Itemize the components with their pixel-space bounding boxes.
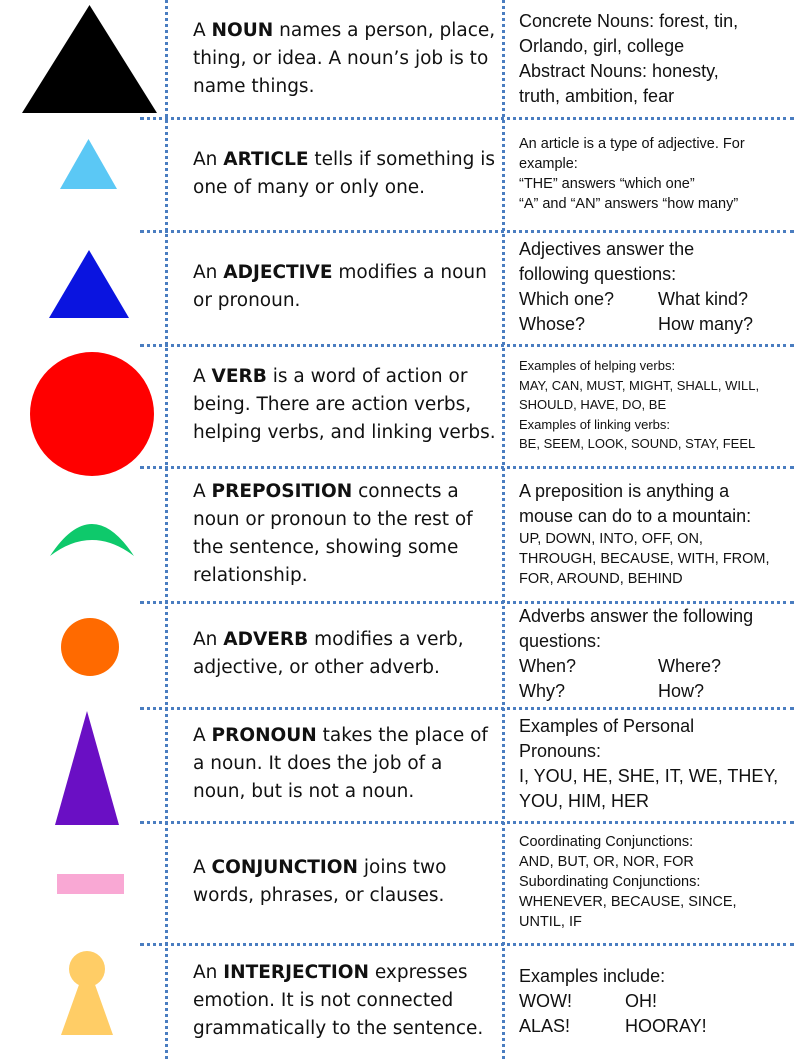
interjection-description: An INTERJECTION expresses emotion. It is not connected grammatically to the sentence. (193, 962, 484, 1039)
interjection-row (0, 943, 794, 1059)
noun-description: A NOUN names a person, place, thing, or idea. A noun’s job is to name things. (193, 19, 496, 97)
verb-description: A VERB is a word of action or being. There are action verbs, helping verbs, and linking verbs. (193, 366, 496, 443)
light-blue-triangle-icon (60, 139, 117, 189)
preposition-description: A PREPOSITION connects a noun or pronoun to the rest of the sentence, showing some relationship. (193, 480, 473, 586)
adverb-description: An ADVERB modifies a verb, adjective, or other adverb. (193, 629, 464, 678)
yellow-keyhole-icon (61, 951, 113, 1035)
orange-circle-icon (61, 618, 119, 676)
pronoun-description: A PRONOUN takes the place of a noun. It does the job of a noun, but is not a noun. (193, 725, 488, 802)
adjective-examples: Adjectives answer the following questions: Which one? What kind? Whose? How many? (519, 239, 754, 334)
blue-triangle-icon (49, 250, 129, 318)
black-triangle-icon (22, 5, 157, 113)
article-term: ARTICLE (223, 148, 309, 170)
interjection-examples: Examples include: WOW! OH! ALAS! HOORAY! (519, 965, 707, 1036)
verb-examples: Examples of helping verbs: MAY, CAN, MUST, MIGHT, SHALL, WILL, SHOULD, HAVE, DO, BE Examples of linking verbs: BE, SEEM, LOOK, SOUND, STAY, FEEL (519, 358, 760, 452)
adverb-examples: Adverbs answer the following questions: When? Where? Why? How? (519, 606, 754, 701)
adjective-term: ADJECTIVE (223, 262, 333, 283)
pronoun-row (0, 707, 794, 821)
red-circle-icon (30, 352, 154, 476)
noun-examples: Concrete Nouns: forest, tin, Orlando, girl, college Abstract Nouns: honesty, truth, ambition, fear (519, 10, 739, 106)
article-description: An ARTICLE tells if something is one of many or only one. (193, 148, 495, 198)
pink-rectangle-icon (57, 874, 124, 894)
green-crescent-icon (48, 510, 136, 558)
purple-triangle-icon (55, 711, 119, 825)
adjective-row (0, 230, 794, 344)
preposition-term: PREPOSITION (211, 480, 353, 502)
conjunction-row (0, 821, 794, 943)
article-row (0, 117, 794, 230)
preposition-examples: A preposition is anything a mouse can do to a mountain: UP, DOWN, INTO, OFF, ON, THROUGH, BECAUSE, WITH, FROM, FOR, AROUND, BEHIND (519, 480, 770, 587)
conjunction-examples: Coordinating Conjunctions: AND, BUT, OR, NOR, FOR Subordinating Conjunctions: WHENEVER, BECAUSE, SINCE, UNTIL, IF (519, 834, 737, 930)
verb-term: VERB (211, 366, 267, 387)
verb-row (0, 344, 794, 466)
interjection-term: INTERJECTION (223, 962, 369, 983)
pronoun-examples: Examples of Personal Pronouns: I, YOU, HE, SHE, IT, WE, THEY, YOU, HIM, HER (519, 716, 779, 811)
noun-term: NOUN (211, 19, 274, 41)
pronoun-term: PRONOUN (211, 725, 317, 746)
conjunction-description: A CONJUNCTION joins two words, phrases, or clauses. (193, 857, 447, 906)
preposition-row (0, 466, 794, 601)
adverb-term: ADVERB (223, 629, 309, 650)
article-examples: An article is a type of adjective. For example: “THE” answers “which one” “A” and “AN” answers “how many” (519, 135, 745, 212)
adjective-description: An ADJECTIVE modifies a noun or pronoun. (193, 262, 487, 311)
adverb-row (0, 601, 794, 707)
noun-row (0, 0, 794, 117)
conjunction-term: CONJUNCTION (211, 857, 359, 878)
